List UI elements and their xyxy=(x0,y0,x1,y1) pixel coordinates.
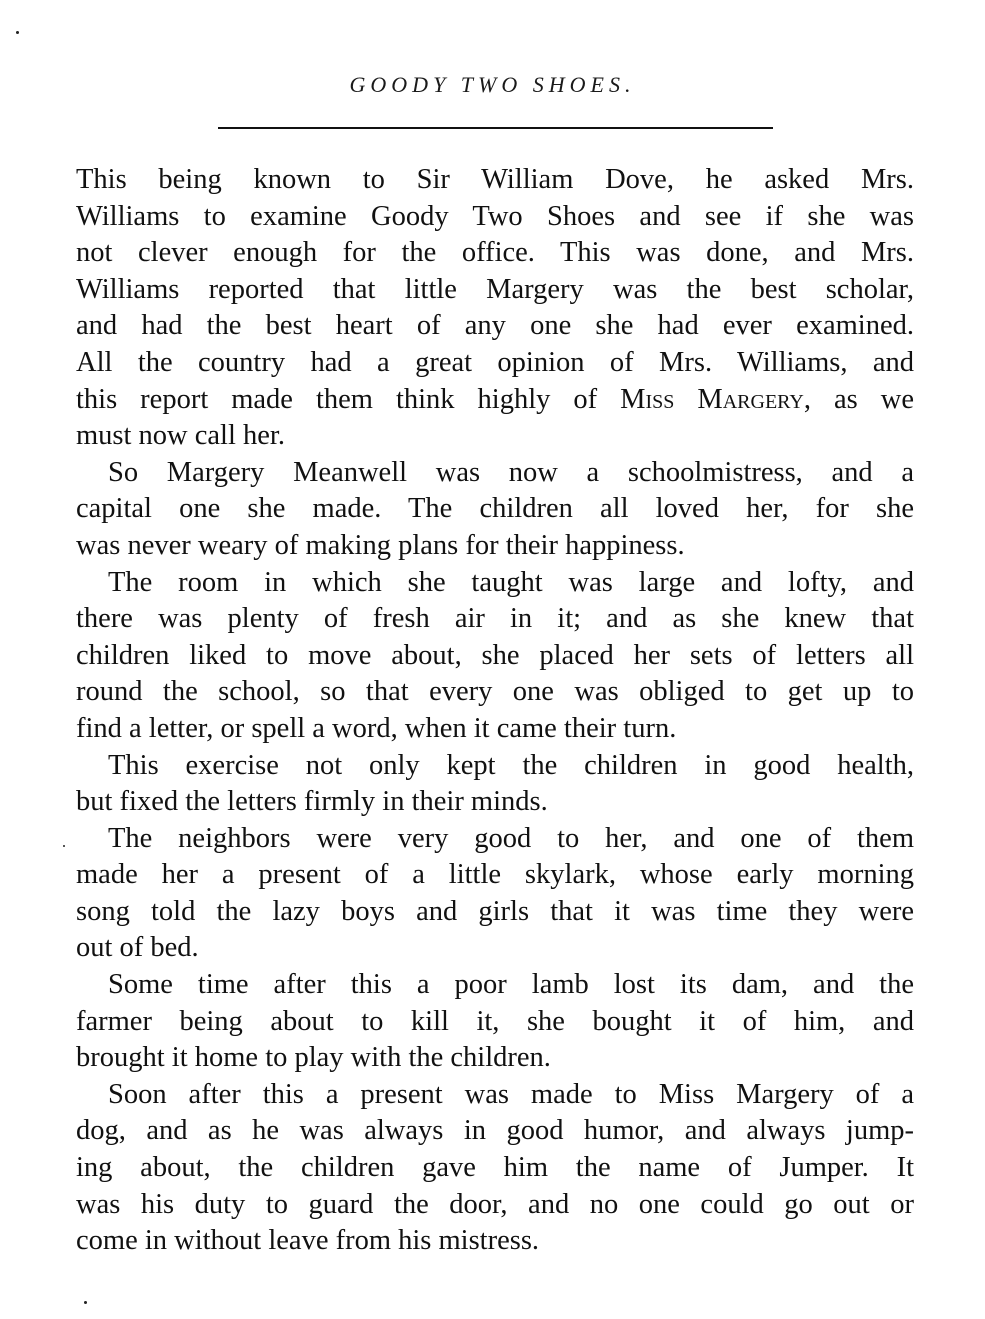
paragraph xyxy=(76,565,914,748)
running-head: GOODY TWO SHOES. xyxy=(349,72,636,97)
text-line: was his duty to guard the door, and no one could go out or xyxy=(76,1188,914,1220)
paragraph xyxy=(76,748,914,821)
paragraph xyxy=(76,1077,914,1260)
paragraph xyxy=(76,821,914,967)
text-line: dog, and as he was always in good humor, and always jump- xyxy=(76,1115,914,1147)
text-line: This exercise not only kept the children in good health, xyxy=(108,749,914,781)
text-line: and had the best heart of any one she had ever examined. xyxy=(76,310,914,342)
text-line: ing about, the children gave him the name of Jumper. It xyxy=(76,1152,914,1184)
text-line: farmer being about to kill it, she bought it of him, and xyxy=(76,1005,914,1037)
text-line: Soon after this a present was made to Miss Margery of a xyxy=(108,1078,914,1110)
scan-speck xyxy=(16,31,19,34)
text-line: round the school, so that every one was obliged to get up to xyxy=(76,676,914,708)
text-line: All the country had a great opinion of Mrs. Williams, and xyxy=(76,346,914,378)
text-line: was never weary of making plans for their happiness. xyxy=(76,529,685,561)
text-line: out of bed. xyxy=(76,932,199,964)
text-line: must now call her. xyxy=(76,420,285,452)
text-line: find a letter, or spell a word, when it came their turn. xyxy=(76,712,677,744)
text-line: The neighbors were very good to her, and one of them xyxy=(108,822,914,854)
small-caps-name: Miss Margery xyxy=(620,383,804,415)
scan-speck xyxy=(84,1301,87,1304)
scan-speck xyxy=(63,845,65,847)
text-line: song told the lazy boys and girls that it was time they were xyxy=(76,895,914,927)
text-line: Williams to examine Goody Two Shoes and see if she was xyxy=(76,200,914,232)
text-line: this report made them think highly of Miss Margery, as we xyxy=(76,383,914,415)
text-line: made her a present of a little skylark, whose early morning xyxy=(76,859,914,891)
text-line: capital one she made. The children all loved her, for she xyxy=(76,493,914,525)
text-line: Some time after this a poor lamb lost its dam, and the xyxy=(108,969,914,1001)
body-text xyxy=(76,162,914,1260)
text-line: there was plenty of fresh air in it; and as she knew that xyxy=(76,603,914,635)
text-line: So Margery Meanwell was now a schoolmistress, and a xyxy=(108,456,914,488)
text-line: but fixed the letters firmly in their minds. xyxy=(76,786,548,818)
text-line: not clever enough for the office. This was done, and Mrs. xyxy=(76,237,914,269)
head-rule xyxy=(218,127,773,129)
text-line: This being known to Sir William Dove, he asked Mrs. xyxy=(76,164,914,195)
paragraph xyxy=(76,967,914,1077)
text-line: Williams reported that little Margery was the best scholar, xyxy=(76,273,914,305)
paragraph xyxy=(76,455,914,565)
paragraph xyxy=(76,162,914,455)
text-line: The room in which she taught was large and lofty, and xyxy=(108,566,914,598)
text-line: children liked to move about, she placed her sets of letters all xyxy=(76,639,914,671)
text-line: come in without leave from his mistress. xyxy=(76,1225,540,1257)
text-line: brought it home to play with the children. xyxy=(76,1042,551,1074)
